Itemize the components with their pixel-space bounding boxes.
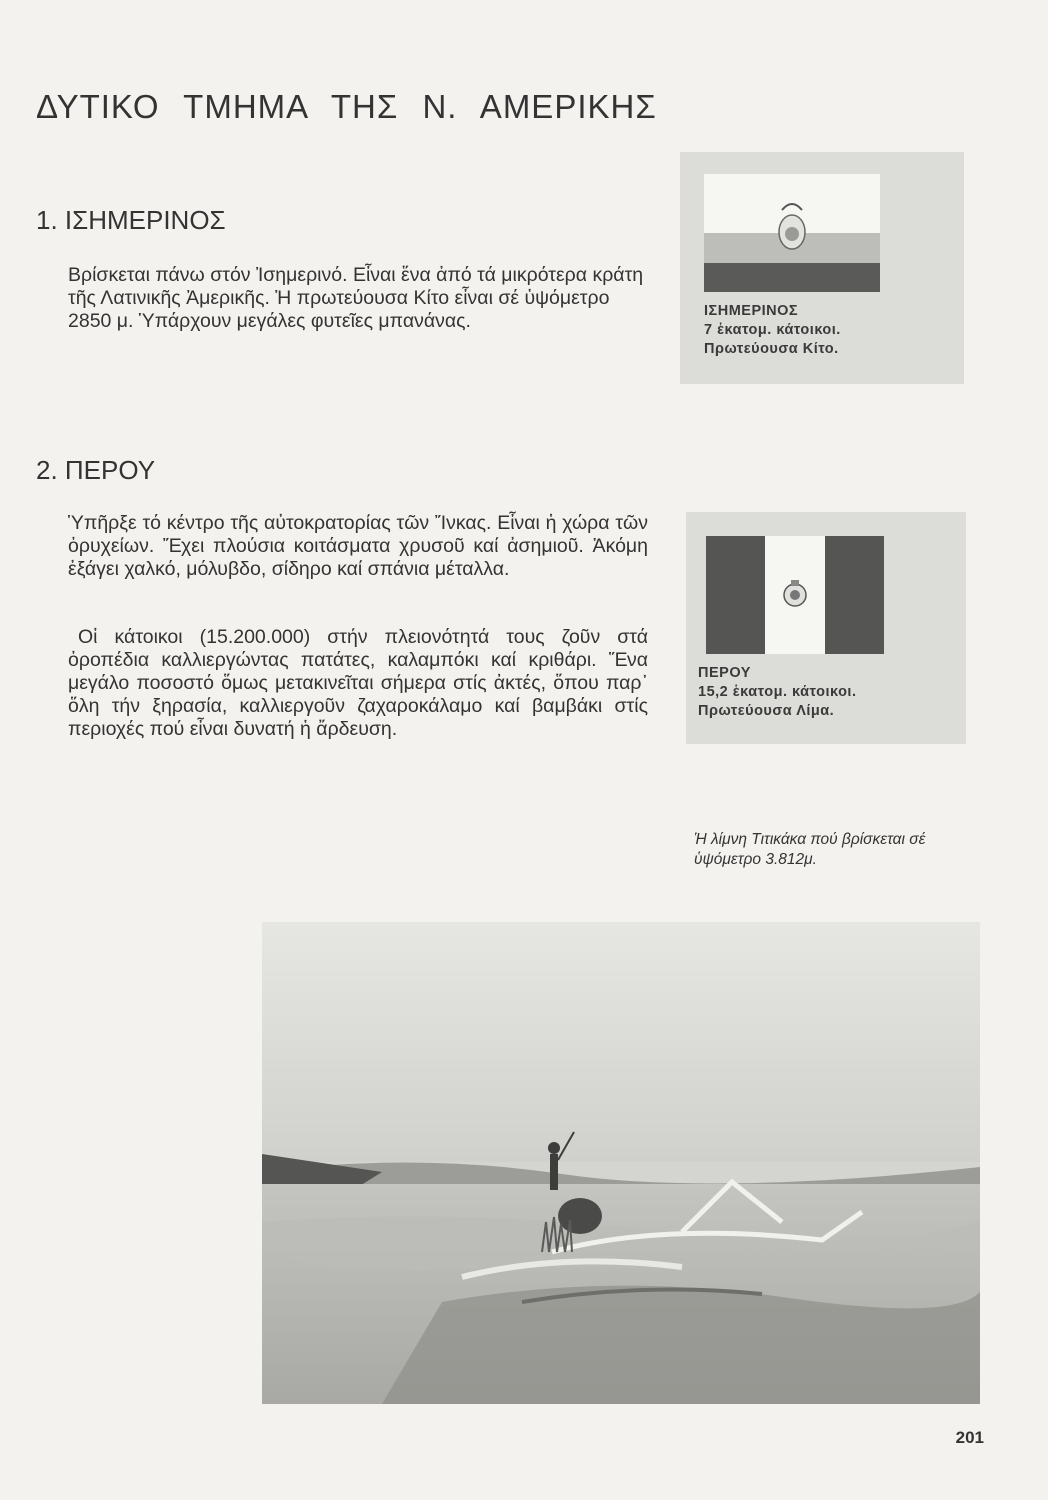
flag-card-peru (686, 512, 966, 744)
paragraph-ecuador: Βρίσκεται πάνω στόν Ἰσημερινό. Εἶναι ἕνα ἀπό τά μικρότερα κράτη τῆς Λατινικῆς Ἀμερικῆς. Ἡ πρωτεύουσα Κίτο εἶναι σέ ὑψόμετρο 2850 μ. Ὑπάρχουν μεγάλες φυτεῖες μπανάνας. (68, 264, 644, 332)
peru-flag-icon (706, 536, 884, 654)
flag-caption-capital: Πρωτεύουσα Κίτο. (704, 341, 839, 357)
ecuador-flag-icon (704, 174, 880, 292)
page-title: ΔΥΤΙΚΟ ΤΜΗΜΑ ΤΗΣ Ν. ΑΜΕΡΙΚΗΣ (36, 88, 657, 125)
flag-caption-country: ΙΣΗΜΕΡΙΝΟΣ (704, 303, 799, 319)
flag-caption-population: 15,2 ἑκατομ. κάτοικοι. (698, 684, 857, 700)
flag-caption-country: ΠΕΡΟΥ (698, 665, 751, 681)
section-heading-peru: 2. ΠΕΡΟΥ (36, 455, 156, 485)
section-heading-ecuador: 1. ΙΣΗΜΕΡΙΝΟΣ (36, 205, 226, 235)
page-number: 201 (955, 1428, 984, 1447)
paragraph-peru-2: Οἱ κάτοικοι (15.200.000) στήν πλειονότητά τους ζοῦν στά ὀροπέδια καλλιεργώντας πατάτες, καλαμπόκι καί κριθάρι. Ἕνα μεγάλο ποσοστό ὅμως μετακινεῖται σήμερα στίς ἀκτές, ὅπου παρ᾽ ὅλη τήν ξηρασία, καλλιεργοῦν ζαχαροκάλαμο καί βαμβάκι στίς περιοχές πού εἶναι δυνατή ἡ ἄρδευση. (68, 626, 648, 740)
lake-titicaca-photo (262, 922, 980, 1404)
lake-scene-image (262, 922, 980, 1404)
flag-caption-population: 7 ἑκατομ. κάτοικοι. (704, 322, 841, 338)
photo-caption: Ἡ λίμνη Τιτικάκα πού βρίσκεται σέ ὑψόμετρο 3.812μ. (694, 831, 926, 868)
paragraph-peru-1: Ὑπῆρξε τό κέντρο τῆς αὐτοκρατορίας τῶν Ἴνκας. Εἶναι ἡ χώρα τῶν ὀρυχείων. Ἔχει πλούσια κοιτάσματα χρυσοῦ καί ἀσημιοῦ. Ἀκόμη ἐξάγει χαλκό, μόλυβδο, σίδηρο καί σπάνια μέταλλα. (68, 512, 648, 580)
flag-caption-capital: Πρωτεύουσα Λίμα. (698, 703, 835, 719)
flag-card-ecuador (680, 152, 964, 384)
